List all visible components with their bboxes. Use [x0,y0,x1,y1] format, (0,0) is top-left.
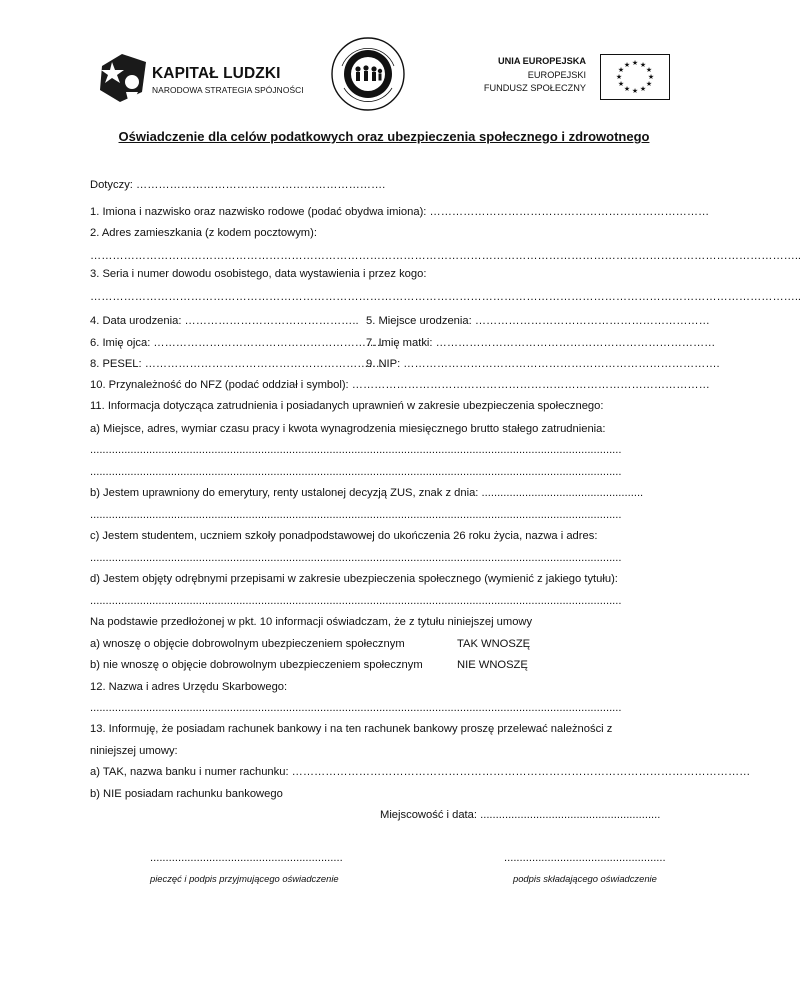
signature-right-dots[interactable]: .................................................... [504,852,666,864]
option-a-label: a) wnoszę o objęcie dobrowolnym ubezpieczeniem społecznym [90,638,405,650]
line-11c: c) Jestem studentem, uczniem szkoły ponadpodstawowej do ukończenia 26 roku życia, nazwa i adres: [90,530,598,542]
option-b-value[interactable]: NIE WNOSZĘ [457,659,528,671]
line-11a: a) Miejsce, adres, wymiar czasu pracy i kwota wynagrodzenia miesięcznego brutto stałego zatrudnienia: [90,423,606,435]
line-11a-dots-2[interactable]: ........................................................................................................................................................................... [90,466,622,478]
organization-seal-icon [330,36,406,112]
line-10-nfz[interactable]: 10. Przynależność do NFZ (podać oddział i symbol): …………………………………………………………………………………… [90,379,710,391]
line-9-nip[interactable]: 9. NIP: …………………………………………………………………………. [366,358,720,370]
line-12-dots[interactable]: ........................................................................................................................................................................... [90,702,622,714]
kapital-ludzki-logo [98,48,304,104]
line-6-father[interactable]: 6. Imię ojca: …………………………………………………….. [90,337,384,349]
line-5-birthplace[interactable]: 5. Miejsce urodzenia: ……………………………………………………… [366,315,710,327]
line-11b-dots[interactable]: ........................................................................................................................................................................... [90,509,622,521]
line-11b[interactable]: b) Jestem uprawniony do emerytury, renty ustalonej decyzją ZUS, znak z dnia: .................................................... [90,487,644,499]
document-title: Oświadczenie dla celów podatkowych oraz ubezpieczenia społecznego i zdrowotnego [118,129,650,144]
eu-logo [483,54,670,100]
line-11c-dots[interactable]: ........................................................................................................................................................................... [90,552,622,564]
svg-text:★: ★ [639,85,647,93]
svg-text:★: ★ [615,73,623,81]
eu-fund-line2: FUNDUSZ SPOŁECZNY [483,83,586,93]
svg-text:★: ★ [631,87,639,95]
line-na-podstawie: Na podstawie przedłożonej w pkt. 10 informacji oświadczam, że z tytułu niniejszej umowy [90,616,533,628]
line-4-birthdate[interactable]: 4. Data urodzenia: ……………………………………….. [90,315,359,327]
line-2-dots[interactable]: ……………………………………………………………………………………………………………………………………………………………………….. [90,250,801,262]
svg-text:★: ★ [647,73,655,81]
line-11-heading: 11. Informacja dotycząca zatrudnienia i posiadanych uprawnień w zakresie ubezpieczenia społecznego: [90,400,604,412]
signature-left-dots[interactable]: .............................................................. [150,852,343,864]
seal-logo [330,36,406,112]
svg-text:★: ★ [645,66,653,74]
line-1-names[interactable]: 1. Imiona i nazwisko oraz nazwisko rodowe (podać obydwa imiona): ………………………………………………………………… [90,206,710,218]
svg-text:★: ★ [617,66,625,74]
svg-text:★: ★ [623,85,631,93]
svg-text:★: ★ [617,80,625,88]
svg-text:★: ★ [631,59,639,67]
option-b-label: b) nie wnoszę o objęcie dobrowolnym ubezpieczeniem społecznym [90,659,423,671]
line-13: 13. Informuję, że posiadam rachunek bankowy i na ten rachunek bankowy proszę przelewać należności z [90,723,613,735]
option-a-value[interactable]: TAK WNOSZĘ [457,638,531,650]
eu-fund-line1: EUROPEJSKI [527,70,586,80]
line-13b[interactable]: b) NIE posiadam rachunku bankowego [90,788,283,800]
line-8-pesel[interactable]: 8. PESEL: ……………………………………………………….. [90,358,386,370]
eu-title: UNIA EUROPEJSKA [498,56,586,66]
line-13a[interactable]: a) TAK, nazwa banku i numer rachunku: …………………………………………………………………………………………………………… [90,766,751,778]
line-11a-dots-1[interactable]: ........................................................................................................................................................................... [90,444,622,456]
line-11d-dots[interactable]: ........................................................................................................................................................................... [90,595,622,607]
line-3-id: 3. Seria i numer dowodu osobistego, data wystawienia i przez kogo: [90,268,427,280]
line-3-dots[interactable]: ……………………………………………………………………………………………………………………………………………………………………….. [90,291,801,303]
svg-text:★: ★ [645,80,653,88]
kapital-ludzki-emblem-icon [98,48,148,104]
svg-text:★: ★ [639,61,647,69]
line-dotyczy[interactable]: Dotyczy: …………………………………………………………. [90,179,386,191]
kapital-ludzki-subtitle: NARODOWA STRATEGIA SPÓJNOŚCI [152,85,304,95]
line-7-mother[interactable]: 7. Imię matki: ………………………………………………………………… [366,337,716,349]
line-11d: d) Jestem objęty odrębnymi przepisami w zakresie ubezpieczenia społecznego (wymienić z jakiego tytułu): [90,573,618,585]
eu-flag-icon [600,54,670,100]
svg-text:★: ★ [623,61,631,69]
signature-left-label: pieczęć i podpis przyjmującego oświadczenie [150,873,339,884]
signature-right-label: podpis składającego oświadczenie [513,873,657,884]
place-date-field[interactable]: Miejscowość i data: .......................................................... [380,809,661,821]
line-2-address: 2. Adres zamieszkania (z kodem pocztowym): [90,227,317,239]
line-13-continued: niniejszej umowy: [90,745,178,757]
kapital-ludzki-title: KAPITAŁ LUDZKI [152,65,281,82]
line-12-tax-office: 12. Nazwa i adres Urzędu Skarbowego: [90,681,288,693]
